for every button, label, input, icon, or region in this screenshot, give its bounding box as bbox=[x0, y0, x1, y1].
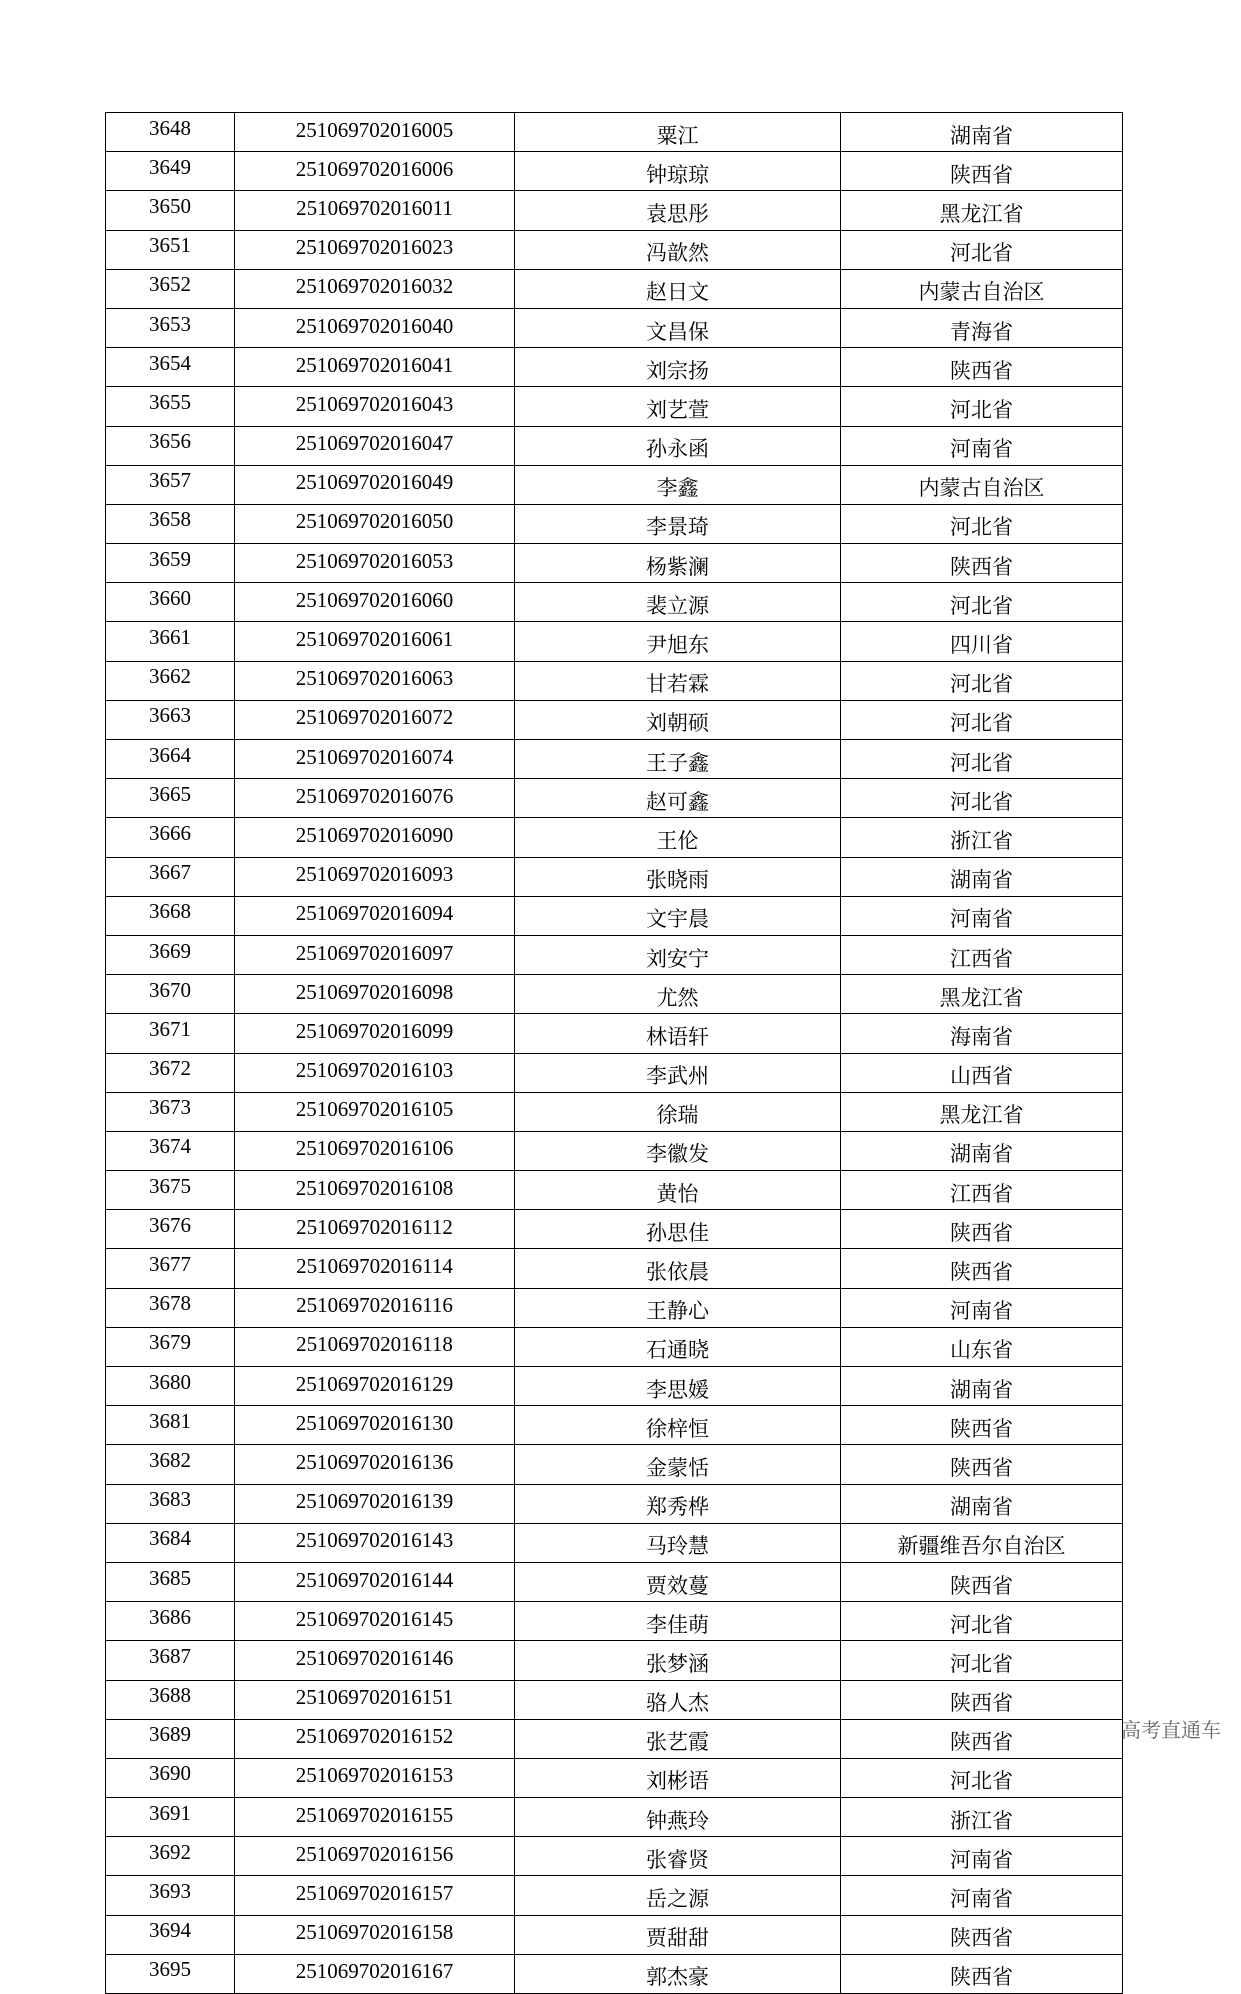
table-row bbox=[106, 896, 1123, 935]
watermark: 高考直通车 bbox=[1121, 1718, 1221, 1742]
exam-id-cell: 251069702016072 bbox=[235, 700, 515, 739]
table-row bbox=[106, 1680, 1123, 1719]
student-name-cell: 李鑫 bbox=[515, 465, 841, 504]
student-name-cell: 张梦涵 bbox=[515, 1641, 841, 1680]
table-row bbox=[106, 113, 1123, 152]
province-cell: 陕西省 bbox=[841, 152, 1123, 191]
row-number-cell: 3648 bbox=[106, 113, 235, 152]
table-row bbox=[106, 1406, 1123, 1445]
row-number-cell: 3669 bbox=[106, 935, 235, 974]
row-number-cell: 3663 bbox=[106, 700, 235, 739]
row-number-cell: 3668 bbox=[106, 896, 235, 935]
exam-id-cell: 251069702016006 bbox=[235, 152, 515, 191]
student-name-cell: 李佳萌 bbox=[515, 1602, 841, 1641]
exam-id-cell: 251069702016094 bbox=[235, 896, 515, 935]
table-row bbox=[106, 504, 1123, 543]
table-row bbox=[106, 1445, 1123, 1484]
row-number-cell: 3656 bbox=[106, 426, 235, 465]
province-cell: 河北省 bbox=[841, 779, 1123, 818]
exam-id-cell: 251069702016157 bbox=[235, 1876, 515, 1915]
exam-id-cell: 251069702016146 bbox=[235, 1641, 515, 1680]
row-number-cell: 3684 bbox=[106, 1523, 235, 1562]
student-name-cell: 刘安宁 bbox=[515, 935, 841, 974]
province-cell: 河北省 bbox=[841, 740, 1123, 779]
province-cell: 河南省 bbox=[841, 426, 1123, 465]
exam-id-cell: 251069702016074 bbox=[235, 740, 515, 779]
row-number-cell: 3653 bbox=[106, 308, 235, 347]
student-name-cell: 贾甜甜 bbox=[515, 1915, 841, 1954]
row-number-cell: 3686 bbox=[106, 1602, 235, 1641]
exam-id-cell: 251069702016143 bbox=[235, 1523, 515, 1562]
student-name-cell: 徐瑞 bbox=[515, 1092, 841, 1131]
table-row bbox=[106, 1798, 1123, 1837]
student-name-cell: 袁思彤 bbox=[515, 191, 841, 230]
table-row bbox=[106, 1484, 1123, 1523]
student-name-cell: 李徽发 bbox=[515, 1131, 841, 1170]
exam-id-cell: 251069702016098 bbox=[235, 975, 515, 1014]
province-cell: 河南省 bbox=[841, 1288, 1123, 1327]
student-name-cell: 贾效蔓 bbox=[515, 1562, 841, 1601]
province-cell: 河南省 bbox=[841, 896, 1123, 935]
roster-body bbox=[106, 113, 1123, 1994]
province-cell: 青海省 bbox=[841, 308, 1123, 347]
table-row bbox=[106, 1327, 1123, 1366]
row-number-cell: 3683 bbox=[106, 1484, 235, 1523]
student-name-cell: 裴立源 bbox=[515, 583, 841, 622]
student-name-cell: 冯歆然 bbox=[515, 230, 841, 269]
student-name-cell: 尹旭东 bbox=[515, 622, 841, 661]
table-row bbox=[106, 740, 1123, 779]
table-row bbox=[106, 1171, 1123, 1210]
table-row bbox=[106, 1131, 1123, 1170]
row-number-cell: 3681 bbox=[106, 1406, 235, 1445]
province-cell: 陕西省 bbox=[841, 1210, 1123, 1249]
exam-id-cell: 251069702016105 bbox=[235, 1092, 515, 1131]
province-cell: 陕西省 bbox=[841, 1680, 1123, 1719]
table-row bbox=[106, 465, 1123, 504]
row-number-cell: 3673 bbox=[106, 1092, 235, 1131]
province-cell: 河南省 bbox=[841, 1837, 1123, 1876]
table-row bbox=[106, 583, 1123, 622]
row-number-cell: 3688 bbox=[106, 1680, 235, 1719]
table-row bbox=[106, 622, 1123, 661]
row-number-cell: 3675 bbox=[106, 1171, 235, 1210]
table-row bbox=[106, 1641, 1123, 1680]
exam-id-cell: 251069702016023 bbox=[235, 230, 515, 269]
row-number-cell: 3657 bbox=[106, 465, 235, 504]
student-name-cell: 郭杰豪 bbox=[515, 1954, 841, 1993]
student-name-cell: 林语轩 bbox=[515, 1014, 841, 1053]
province-cell: 河北省 bbox=[841, 1602, 1123, 1641]
table-row bbox=[106, 1758, 1123, 1797]
province-cell: 河北省 bbox=[841, 700, 1123, 739]
row-number-cell: 3676 bbox=[106, 1210, 235, 1249]
table-row bbox=[106, 975, 1123, 1014]
province-cell: 河北省 bbox=[841, 661, 1123, 700]
province-cell: 湖南省 bbox=[841, 113, 1123, 152]
row-number-cell: 3665 bbox=[106, 779, 235, 818]
exam-id-cell: 251069702016061 bbox=[235, 622, 515, 661]
table-row bbox=[106, 1249, 1123, 1288]
student-name-cell: 岳之源 bbox=[515, 1876, 841, 1915]
table-row bbox=[106, 700, 1123, 739]
table-row bbox=[106, 1837, 1123, 1876]
student-name-cell: 刘彬语 bbox=[515, 1758, 841, 1797]
student-name-cell: 王静心 bbox=[515, 1288, 841, 1327]
table-row bbox=[106, 191, 1123, 230]
exam-id-cell: 251069702016153 bbox=[235, 1758, 515, 1797]
province-cell: 湖南省 bbox=[841, 857, 1123, 896]
province-cell: 陕西省 bbox=[841, 1249, 1123, 1288]
student-name-cell: 李景琦 bbox=[515, 504, 841, 543]
exam-id-cell: 251069702016118 bbox=[235, 1327, 515, 1366]
exam-id-cell: 251069702016155 bbox=[235, 1798, 515, 1837]
student-name-cell: 张睿贤 bbox=[515, 1837, 841, 1876]
table-row bbox=[106, 935, 1123, 974]
province-cell: 江西省 bbox=[841, 935, 1123, 974]
table-row bbox=[106, 1562, 1123, 1601]
province-cell: 海南省 bbox=[841, 1014, 1123, 1053]
exam-id-cell: 251069702016090 bbox=[235, 818, 515, 857]
province-cell: 陕西省 bbox=[841, 348, 1123, 387]
province-cell: 陕西省 bbox=[841, 1915, 1123, 1954]
table-row bbox=[106, 1876, 1123, 1915]
student-name-cell: 刘朝硕 bbox=[515, 700, 841, 739]
province-cell: 河北省 bbox=[841, 387, 1123, 426]
row-number-cell: 3664 bbox=[106, 740, 235, 779]
row-number-cell: 3661 bbox=[106, 622, 235, 661]
row-number-cell: 3693 bbox=[106, 1876, 235, 1915]
table-row bbox=[106, 1602, 1123, 1641]
province-cell: 陕西省 bbox=[841, 1445, 1123, 1484]
exam-id-cell: 251069702016063 bbox=[235, 661, 515, 700]
row-number-cell: 3660 bbox=[106, 583, 235, 622]
row-number-cell: 3667 bbox=[106, 857, 235, 896]
exam-id-cell: 251069702016032 bbox=[235, 269, 515, 308]
row-number-cell: 3677 bbox=[106, 1249, 235, 1288]
student-name-cell: 尤然 bbox=[515, 975, 841, 1014]
row-number-cell: 3651 bbox=[106, 230, 235, 269]
province-cell: 陕西省 bbox=[841, 1954, 1123, 1993]
student-name-cell: 石通晓 bbox=[515, 1327, 841, 1366]
province-cell: 河南省 bbox=[841, 1876, 1123, 1915]
province-cell: 山西省 bbox=[841, 1053, 1123, 1092]
student-name-cell: 钟琼琼 bbox=[515, 152, 841, 191]
province-cell: 河北省 bbox=[841, 583, 1123, 622]
student-name-cell: 杨紫澜 bbox=[515, 544, 841, 583]
student-name-cell: 黄怡 bbox=[515, 1171, 841, 1210]
exam-id-cell: 251069702016129 bbox=[235, 1367, 515, 1406]
province-cell: 内蒙古自治区 bbox=[841, 465, 1123, 504]
exam-id-cell: 251069702016167 bbox=[235, 1954, 515, 1993]
student-name-cell: 刘艺萱 bbox=[515, 387, 841, 426]
student-name-cell: 赵日文 bbox=[515, 269, 841, 308]
exam-id-cell: 251069702016139 bbox=[235, 1484, 515, 1523]
exam-id-cell: 251069702016076 bbox=[235, 779, 515, 818]
province-cell: 四川省 bbox=[841, 622, 1123, 661]
student-name-cell: 李武州 bbox=[515, 1053, 841, 1092]
row-number-cell: 3692 bbox=[106, 1837, 235, 1876]
row-number-cell: 3687 bbox=[106, 1641, 235, 1680]
row-number-cell: 3695 bbox=[106, 1954, 235, 1993]
table-row bbox=[106, 1915, 1123, 1954]
row-number-cell: 3662 bbox=[106, 661, 235, 700]
student-name-cell: 孙永函 bbox=[515, 426, 841, 465]
province-cell: 浙江省 bbox=[841, 818, 1123, 857]
province-cell: 内蒙古自治区 bbox=[841, 269, 1123, 308]
student-name-cell: 孙思佳 bbox=[515, 1210, 841, 1249]
exam-id-cell: 251069702016156 bbox=[235, 1837, 515, 1876]
student-name-cell: 李思媛 bbox=[515, 1367, 841, 1406]
student-name-cell: 粟江 bbox=[515, 113, 841, 152]
student-name-cell: 金蒙恬 bbox=[515, 1445, 841, 1484]
row-number-cell: 3658 bbox=[106, 504, 235, 543]
row-number-cell: 3691 bbox=[106, 1798, 235, 1837]
province-cell: 黑龙江省 bbox=[841, 975, 1123, 1014]
table-row bbox=[106, 1719, 1123, 1758]
row-number-cell: 3659 bbox=[106, 544, 235, 583]
row-number-cell: 3679 bbox=[106, 1327, 235, 1366]
row-number-cell: 3689 bbox=[106, 1719, 235, 1758]
exam-id-cell: 251069702016130 bbox=[235, 1406, 515, 1445]
exam-id-cell: 251069702016060 bbox=[235, 583, 515, 622]
province-cell: 江西省 bbox=[841, 1171, 1123, 1210]
table-row bbox=[106, 308, 1123, 347]
exam-id-cell: 251069702016041 bbox=[235, 348, 515, 387]
table-row bbox=[106, 1053, 1123, 1092]
exam-id-cell: 251069702016151 bbox=[235, 1680, 515, 1719]
row-number-cell: 3666 bbox=[106, 818, 235, 857]
student-name-cell: 王子鑫 bbox=[515, 740, 841, 779]
province-cell: 河北省 bbox=[841, 230, 1123, 269]
row-number-cell: 3690 bbox=[106, 1758, 235, 1797]
exam-id-cell: 251069702016040 bbox=[235, 308, 515, 347]
row-number-cell: 3649 bbox=[106, 152, 235, 191]
exam-id-cell: 251069702016114 bbox=[235, 1249, 515, 1288]
table-row bbox=[106, 1210, 1123, 1249]
table-row bbox=[106, 152, 1123, 191]
province-cell: 山东省 bbox=[841, 1327, 1123, 1366]
student-name-cell: 张晓雨 bbox=[515, 857, 841, 896]
table-row bbox=[106, 544, 1123, 583]
row-number-cell: 3671 bbox=[106, 1014, 235, 1053]
student-name-cell: 钟燕玲 bbox=[515, 1798, 841, 1837]
exam-id-cell: 251069702016099 bbox=[235, 1014, 515, 1053]
row-number-cell: 3652 bbox=[106, 269, 235, 308]
row-number-cell: 3650 bbox=[106, 191, 235, 230]
student-name-cell: 徐梓恒 bbox=[515, 1406, 841, 1445]
exam-id-cell: 251069702016152 bbox=[235, 1719, 515, 1758]
exam-id-cell: 251069702016145 bbox=[235, 1602, 515, 1641]
row-number-cell: 3694 bbox=[106, 1915, 235, 1954]
table-row bbox=[106, 857, 1123, 896]
student-name-cell: 骆人杰 bbox=[515, 1680, 841, 1719]
row-number-cell: 3655 bbox=[106, 387, 235, 426]
table-row bbox=[106, 1523, 1123, 1562]
table-row bbox=[106, 1367, 1123, 1406]
student-name-cell: 文昌保 bbox=[515, 308, 841, 347]
exam-id-cell: 251069702016136 bbox=[235, 1445, 515, 1484]
province-cell: 陕西省 bbox=[841, 1406, 1123, 1445]
student-name-cell: 王伦 bbox=[515, 818, 841, 857]
table-row bbox=[106, 426, 1123, 465]
table-row bbox=[106, 387, 1123, 426]
exam-id-cell: 251069702016053 bbox=[235, 544, 515, 583]
exam-id-cell: 251069702016097 bbox=[235, 935, 515, 974]
province-cell: 湖南省 bbox=[841, 1131, 1123, 1170]
roster-table bbox=[105, 112, 1123, 1994]
student-name-cell: 文宇晨 bbox=[515, 896, 841, 935]
table-row bbox=[106, 1954, 1123, 1993]
exam-id-cell: 251069702016112 bbox=[235, 1210, 515, 1249]
province-cell: 河北省 bbox=[841, 1758, 1123, 1797]
province-cell: 黑龙江省 bbox=[841, 191, 1123, 230]
row-number-cell: 3682 bbox=[106, 1445, 235, 1484]
exam-id-cell: 251069702016108 bbox=[235, 1171, 515, 1210]
exam-id-cell: 251069702016043 bbox=[235, 387, 515, 426]
exam-id-cell: 251069702016158 bbox=[235, 1915, 515, 1954]
province-cell: 浙江省 bbox=[841, 1798, 1123, 1837]
table-row bbox=[106, 269, 1123, 308]
student-name-cell: 刘宗扬 bbox=[515, 348, 841, 387]
province-cell: 湖南省 bbox=[841, 1484, 1123, 1523]
province-cell: 湖南省 bbox=[841, 1367, 1123, 1406]
row-number-cell: 3685 bbox=[106, 1562, 235, 1601]
table-row bbox=[106, 230, 1123, 269]
exam-id-cell: 251069702016050 bbox=[235, 504, 515, 543]
exam-id-cell: 251069702016144 bbox=[235, 1562, 515, 1601]
row-number-cell: 3654 bbox=[106, 348, 235, 387]
province-cell: 陕西省 bbox=[841, 1719, 1123, 1758]
student-name-cell: 甘若霖 bbox=[515, 661, 841, 700]
exam-id-cell: 251069702016011 bbox=[235, 191, 515, 230]
province-cell: 河北省 bbox=[841, 504, 1123, 543]
row-number-cell: 3678 bbox=[106, 1288, 235, 1327]
table-row bbox=[106, 1014, 1123, 1053]
row-number-cell: 3674 bbox=[106, 1131, 235, 1170]
student-name-cell: 张依晨 bbox=[515, 1249, 841, 1288]
exam-id-cell: 251069702016103 bbox=[235, 1053, 515, 1092]
student-name-cell: 马玲慧 bbox=[515, 1523, 841, 1562]
province-cell: 陕西省 bbox=[841, 1562, 1123, 1601]
table-row bbox=[106, 661, 1123, 700]
province-cell: 陕西省 bbox=[841, 544, 1123, 583]
student-name-cell: 赵可鑫 bbox=[515, 779, 841, 818]
province-cell: 新疆维吾尔自治区 bbox=[841, 1523, 1123, 1562]
exam-id-cell: 251069702016005 bbox=[235, 113, 515, 152]
exam-id-cell: 251069702016116 bbox=[235, 1288, 515, 1327]
row-number-cell: 3680 bbox=[106, 1367, 235, 1406]
table-row bbox=[106, 1288, 1123, 1327]
table-row bbox=[106, 779, 1123, 818]
province-cell: 黑龙江省 bbox=[841, 1092, 1123, 1131]
exam-id-cell: 251069702016049 bbox=[235, 465, 515, 504]
exam-id-cell: 251069702016106 bbox=[235, 1131, 515, 1170]
exam-id-cell: 251069702016047 bbox=[235, 426, 515, 465]
student-name-cell: 郑秀桦 bbox=[515, 1484, 841, 1523]
row-number-cell: 3672 bbox=[106, 1053, 235, 1092]
exam-id-cell: 251069702016093 bbox=[235, 857, 515, 896]
table-row bbox=[106, 348, 1123, 387]
table-row bbox=[106, 1092, 1123, 1131]
row-number-cell: 3670 bbox=[106, 975, 235, 1014]
table-row bbox=[106, 818, 1123, 857]
student-name-cell: 张艺霞 bbox=[515, 1719, 841, 1758]
province-cell: 河北省 bbox=[841, 1641, 1123, 1680]
